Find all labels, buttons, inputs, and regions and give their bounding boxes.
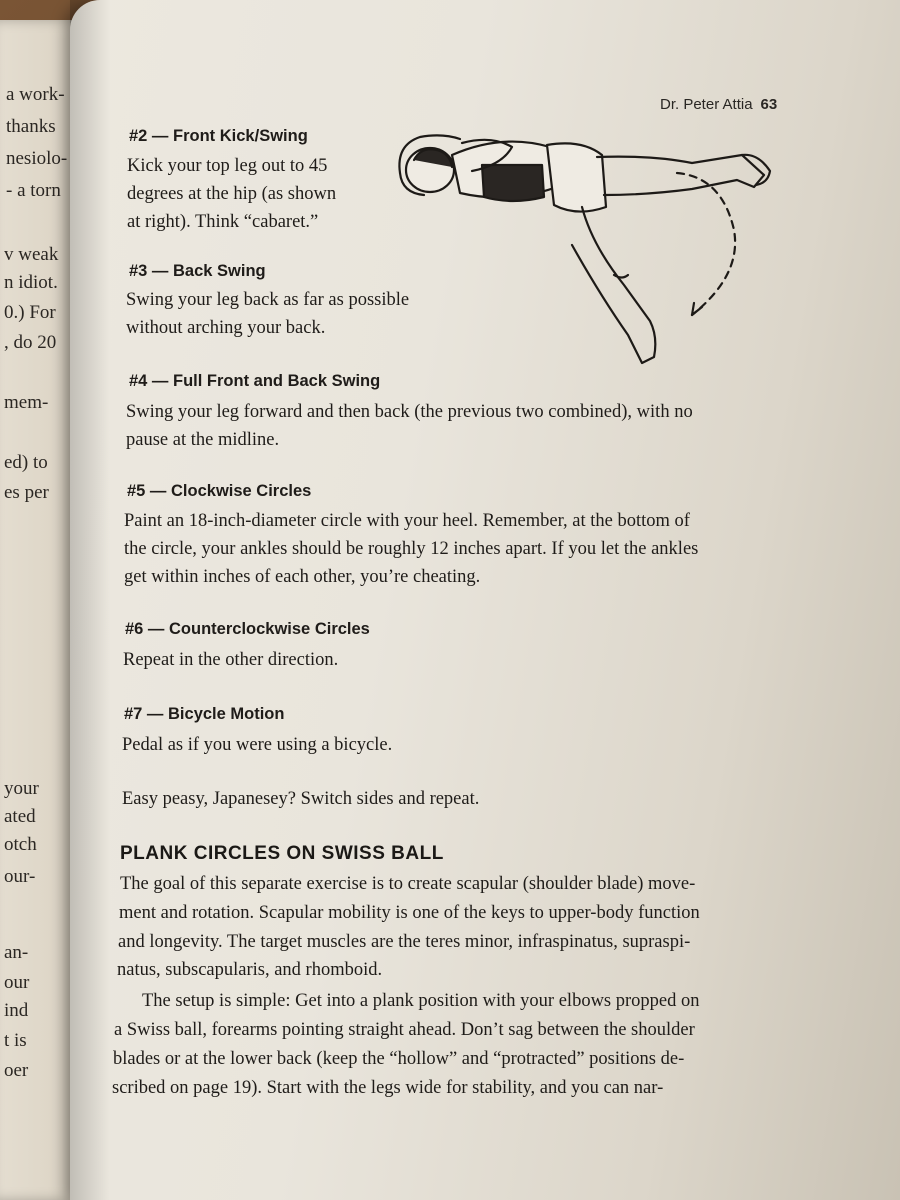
plank-text-3: and longevity. The target muscles are the teres minor, infraspinatus, supraspi- (118, 932, 691, 952)
text-clockwise-1: Paint an 18-inch-diameter circle with your heel. Remember, at the bottom of (124, 511, 690, 531)
left-page-fragment: our- (4, 866, 36, 887)
left-page-fragment: our (4, 972, 30, 993)
left-page-fragment: your (4, 778, 39, 799)
heading-clockwise-circles: #5 — Clockwise Circles (127, 482, 312, 500)
left-page-fragment: n idiot. (4, 272, 58, 293)
heading-plank-circles: PLANK CIRCLES ON SWISS BALL (120, 843, 444, 864)
plank-text-6: a Swiss ball, forearms pointing straight ahead. Don’t sag between the shoulder (114, 1020, 695, 1040)
side-lying-leg-swing-figure-icon (392, 125, 787, 370)
plank-text-4: natus, subscapularis, and rhomboid. (117, 960, 383, 980)
left-page-fragment: t is (4, 1030, 27, 1051)
text-clockwise-3: get within inches of each other, you’re cheating. (124, 567, 481, 587)
text-bicycle-1: Pedal as if you were using a bicycle. (122, 735, 393, 755)
plank-text-2: ment and rotation. Scapular mobility is one of the keys to upper-body function (119, 903, 700, 923)
left-page-fragment: ated (4, 806, 36, 827)
text-counterclockwise-1: Repeat in the other direction. (123, 650, 339, 670)
author-name: Dr. Peter Attia (660, 96, 753, 113)
left-page-fragment: - a torn (6, 180, 61, 201)
left-page-fragment: otch (4, 834, 37, 855)
heading-front-kick-swing: #2 — Front Kick/Swing (129, 127, 308, 145)
left-page-fragment: nesiolo- (6, 148, 68, 169)
left-page-fragment: an- (4, 942, 29, 963)
left-page-fragment: , do 20 (4, 332, 57, 353)
left-page-fragment: oer (4, 1060, 29, 1081)
page-number: 63 (760, 96, 778, 113)
left-page-fragment: v weak (4, 244, 59, 265)
text-back-swing-2: without arching your back. (126, 318, 326, 338)
heading-full-front-back-swing: #4 — Full Front and Back Swing (129, 372, 381, 390)
plank-text-5: The setup is simple: Get into a plank position with your elbows propped on (142, 991, 700, 1011)
left-page-fragment: 0.) For (4, 302, 56, 323)
left-page-fragment: a work- (6, 84, 65, 105)
text-front-kick-2: degrees at the hip (as shown (127, 184, 337, 204)
plank-text-8: scribed on page 19). Start with the legs wide for stability, and you can nar- (112, 1078, 664, 1098)
text-front-kick-3: at right). Think “cabaret.” (127, 212, 319, 232)
heading-counterclockwise-circles: #6 — Counterclockwise Circles (125, 620, 370, 638)
left-page-fragment: ind (4, 1000, 29, 1021)
text-back-swing-1: Swing your leg back as far as possible (126, 290, 410, 310)
running-head (660, 96, 777, 113)
plank-text-7: blades or at the lower back (keep the “hollow” and “protracted” positions de- (113, 1049, 685, 1069)
closing-text: Easy peasy, Japanesey? Switch sides and repeat. (122, 789, 480, 809)
text-clockwise-2: the circle, your ankles should be roughly 12 inches apart. If you let the ankles (124, 539, 699, 559)
heading-bicycle-motion: #7 — Bicycle Motion (124, 705, 285, 723)
left-page-fragment: thanks (6, 116, 56, 137)
left-page-fragment: ed) to (4, 452, 48, 473)
left-page-fragment: es per (4, 482, 49, 503)
plank-text-1: The goal of this separate exercise is to create scapular (shoulder blade) move- (120, 874, 696, 894)
text-full-swing-2: pause at the midline. (126, 430, 280, 450)
left-page-fragment: mem- (4, 392, 49, 413)
text-front-kick-1: Kick your top leg out to 45 (127, 156, 328, 176)
text-full-swing-1: Swing your leg forward and then back (the previous two combined), with no (126, 402, 693, 422)
heading-back-swing: #3 — Back Swing (129, 262, 266, 280)
